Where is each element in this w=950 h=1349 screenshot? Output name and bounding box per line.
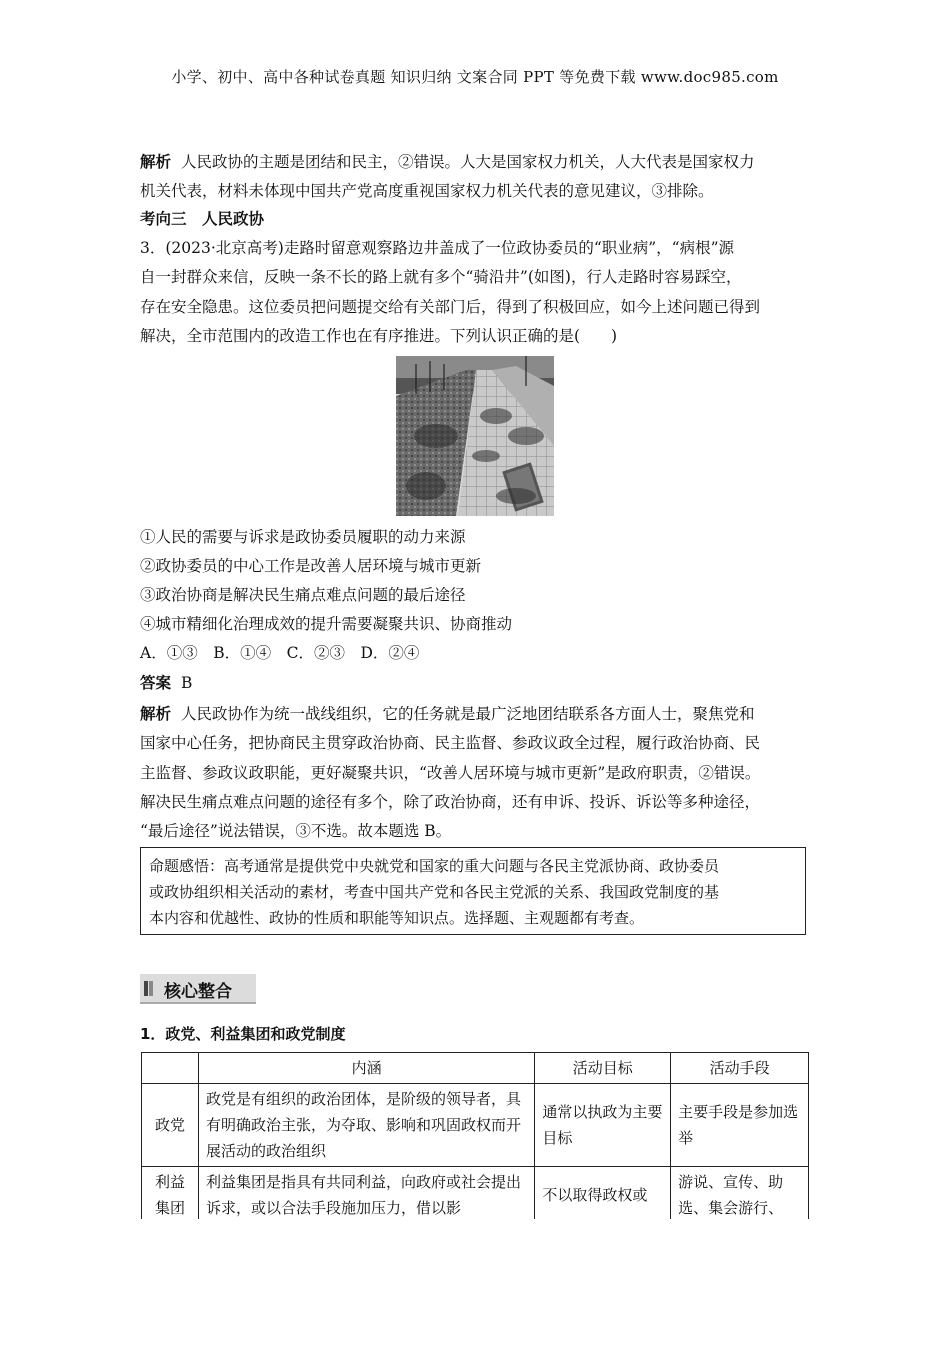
- section-marker-icon-secondary: [149, 981, 153, 996]
- question-line-2: 自一封群众来信，反映一条不长的路上就有多个“骑沿井”(如图)，行人走路时容易踩空，: [140, 268, 742, 286]
- goal-cell: 不以取得政权或: [535, 1167, 671, 1224]
- section-marker-icon: [144, 981, 148, 996]
- option-4: ④城市精细化治理成效的提升需要凝聚共识、协商推动: [140, 615, 513, 633]
- insight-line-1: 命题感悟：高考通常是提供党中央就党和国家的重大问题与各民主党派协商、政协委员: [149, 857, 720, 875]
- analysis-1-line-2: 机关代表，材料未体现中国共产党高度重视国家权力机关代表的意见建议，③排除。: [140, 182, 714, 200]
- answer-line: [140, 673, 812, 693]
- table-header-row: [142, 1053, 809, 1084]
- analysis-2-text: 人民政协作为统一战线组织，它的任务就是最广泛地团结联系各方面人士，聚焦党和: [181, 705, 755, 723]
- table-header-cell: [142, 1053, 199, 1084]
- question-line-1: 3．(2023·北京高考)走路时留意观察路边井盖成了一位政协委员的“职业病”，“病根”源: [140, 239, 735, 257]
- row-name-cell: 政党: [142, 1084, 199, 1167]
- option-3: ③政治协商是解决民生痛点难点问题的最后途径: [140, 586, 466, 604]
- page-header: 小学、初中、高中各种试卷真题 知识归纳 文案合同 PPT 等免费下载 www.doc985.com: [171, 68, 779, 86]
- answer-choices: A．①③ B．①④ C．②③ D．②④: [140, 644, 420, 662]
- table-row: [142, 1167, 809, 1224]
- table-header-cell: 活动目标: [535, 1053, 671, 1084]
- section-subtitle: 1．政党、利益集团和政党制度: [140, 1025, 346, 1043]
- means-cell: 游说、宣传、助选、集会游行、: [671, 1167, 809, 1224]
- insight-line-3: 本内容和优越性、政协的性质和职能等知识点。选择题、主观题都有考查。: [149, 909, 645, 927]
- insight-box: [140, 847, 806, 935]
- analysis-2-line-5: “最后途径”说法错误，③不选。故本题选 B。: [140, 822, 452, 840]
- analysis-2-line-3: 主监督、参政议政职能，更好凝聚共识，“改善人居环境与城市更新”是政府职责，②错误。: [140, 764, 761, 782]
- table-header-cell: 内涵: [198, 1053, 534, 1084]
- analysis-label: 解析: [140, 153, 172, 171]
- analysis-label: 解析: [140, 705, 172, 723]
- table-header-cell: 活动手段: [671, 1053, 809, 1084]
- answer-value: B: [181, 674, 193, 692]
- insight-line-2: 或政协组织相关活动的素材，考查中国共产党和各民主党派的关系、我国政党制度的基: [149, 883, 720, 901]
- analysis-2-line-2: 国家中心任务，把协商民主贯穿政治协商、民主监督、参政议政全过程，履行政治协商、民: [140, 734, 761, 752]
- section-title: 核心整合: [164, 982, 232, 1002]
- option-1: ①人民的需要与诉求是政协委员履职的动力来源: [140, 528, 466, 546]
- analysis-1-text: 人民政协的主题是团结和民主，②错误。人大是国家权力机关，人大代表是国家权力: [181, 153, 755, 171]
- question-line-4: 解决，全市范围内的改造工作也在有序推进。下列认识正确的是( ): [140, 327, 618, 345]
- question-line-3: 存在安全隐患。这位委员把问题提交给有关部门后，得到了积极回应，如今上述问题已得到: [140, 298, 761, 316]
- table-row: [142, 1084, 809, 1167]
- row-name-cell: 利益集团: [142, 1167, 199, 1224]
- meaning-cell: 利益集团是指具有共同利益，向政府或社会提出诉求，或以合法手段施加压力，借以影: [198, 1167, 534, 1224]
- answer-label: 答案: [140, 674, 172, 692]
- section-title-badge: [140, 974, 256, 1004]
- analysis-1-line-1: [140, 152, 812, 172]
- page-bottom-cutoff: [130, 1219, 830, 1349]
- party-comparison-table: [141, 1052, 809, 1224]
- sidewalk-photo: [396, 356, 554, 516]
- means-cell: 主要手段是参加选举: [671, 1084, 809, 1167]
- goal-cell: 通常以执政为主要目标: [535, 1084, 671, 1167]
- topic-heading: 考向三 人民政协: [140, 210, 265, 228]
- analysis-2-line-4: 解决民生痛点难点问题的途径有多个，除了政治协商，还有申诉、投诉、诉讼等多种途径，: [140, 793, 761, 811]
- option-2: ②政协委员的中心工作是改善人居环境与城市更新: [140, 557, 482, 575]
- meaning-cell: 政党是有组织的政治团体，是阶级的领导者，具有明确政治主张，为夺取、影响和巩固政权而开展活动的政治组织: [198, 1084, 534, 1167]
- analysis-2-line-1: [140, 704, 812, 724]
